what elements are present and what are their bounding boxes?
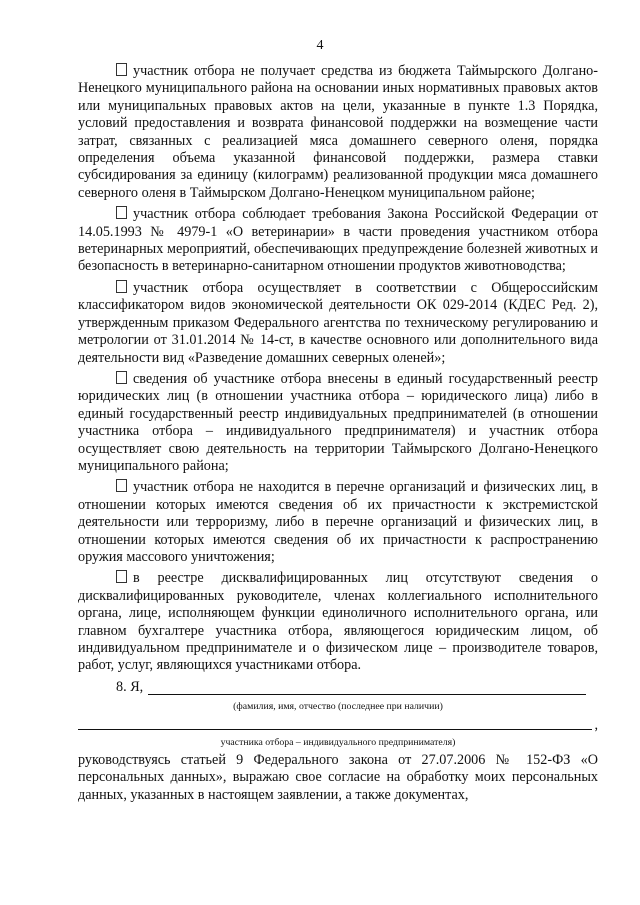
checklist-item-text: участник отбора соблюдает требования Закона Российской Федерации от 14.05.1993 № 4979-1 «О ветеринарии» в части проведения участником отбора ветеринарных мероприятий, обеспечивающих предупреждение болезней животных и безопасность в ветеринарно-санитарном отношении продуктов животноводства;	[78, 206, 598, 275]
role-field-row	[78, 713, 598, 735]
name-field-row	[78, 679, 598, 699]
checklist-item	[78, 371, 598, 475]
checkbox-icon[interactable]	[116, 479, 127, 492]
page-number: 4	[316, 38, 324, 53]
section-8-label: 8. Я,	[116, 678, 144, 695]
checklist-item	[78, 280, 598, 367]
checklist-item	[78, 206, 598, 276]
checkbox-icon[interactable]	[116, 206, 127, 219]
checklist-item-text: участник отбора осуществляет в соответствии с Общероссийским классификатором видов экономической деятельности ОК 029-2014 (КДЕС Ред. 2), утвержденным приказом Федерального агентства по техническому регулированию и метрологии от 31.01.2014 № 14-ст, в качестве основного или дополнительного вида деятельности вид «Разведение домашних северных оленей»;	[78, 279, 598, 366]
checklist-item-text: в реестре дисквалифицированных лиц отсутствуют сведения о дисквалифицированных руководителе, членах коллегиального исполнительного органа, лице, исполняющем функции единоличного исполнительного органа, или главном бухгалтере участника отбора, являющегося юридическим лицом, об индивидуальном предпринимателе и о физическом лице – производителе товаров, работ, услуг, являющихся участниками отбора.	[78, 570, 598, 674]
checkbox-icon[interactable]	[116, 570, 127, 583]
checkbox-icon[interactable]	[116, 280, 127, 293]
checkbox-icon[interactable]	[116, 63, 127, 76]
consent-paragraph: руководствуясь статьей 9 Федерального закона от 27.07.2006 № 152-ФЗ «О персональных данных», выражаю свое согласие на обработку моих персональных данных, указанных в настоящем заявлении, а также документах,	[78, 751, 598, 803]
checklist-item-text: участник отбора не получает средства из бюджета Таймырского Долгано-Ненецкого муниципального района на основании иных нормативных правовых актов или муниципальных правовых актов на цели, указанные в пункте 1.3 Порядка, условий предоставления и возврата финансовой поддержки на возмещение части затрат, связанных с реализацией мяса домашнего северного оленя, порядка определения объема указанной финансовой поддержки, размера ставки субсидирования за единицу (килограмм) реализованной продукции мяса домашнего северного оленя в Таймырском Долгано-Ненецком муниципальном районе;	[78, 63, 598, 201]
document-body	[78, 63, 598, 808]
full-name-line[interactable]	[148, 694, 586, 695]
line-comma: ,	[594, 716, 598, 733]
checklist-item	[78, 570, 598, 674]
checklist-item	[78, 479, 598, 566]
checkbox-icon[interactable]	[116, 371, 127, 384]
role-caption: участника отбора – индивидуального предпринимателя)	[220, 736, 456, 748]
participant-line[interactable]	[78, 729, 592, 730]
checklist-item-text: участник отбора не находится в перечне организаций и физических лиц, в отношении которых имеются сведения об их причастности к экстремистской деятельности или терроризму, либо в перечне организаций и физических лиц, в отношении которых имеются сведения об их причастности к распространению оружия массового уничтожения;	[78, 479, 598, 565]
checklist-item	[78, 63, 598, 202]
full-name-caption: (фамилия, имя, отчество (последнее при наличии)	[233, 700, 443, 712]
checklist-item-text: сведения об участнике отбора внесены в единый государственный реестр юридических лиц (в отношении участника отбора – юридического лица) либо в единый государственный реестр индивидуальных предпринимателей (в отношении участника отбора – индивидуального предпринимателя) и участник отбора осуществляет свою деятельность на территории Таймырского Долгано-Ненецкого муниципального района;	[78, 370, 598, 474]
